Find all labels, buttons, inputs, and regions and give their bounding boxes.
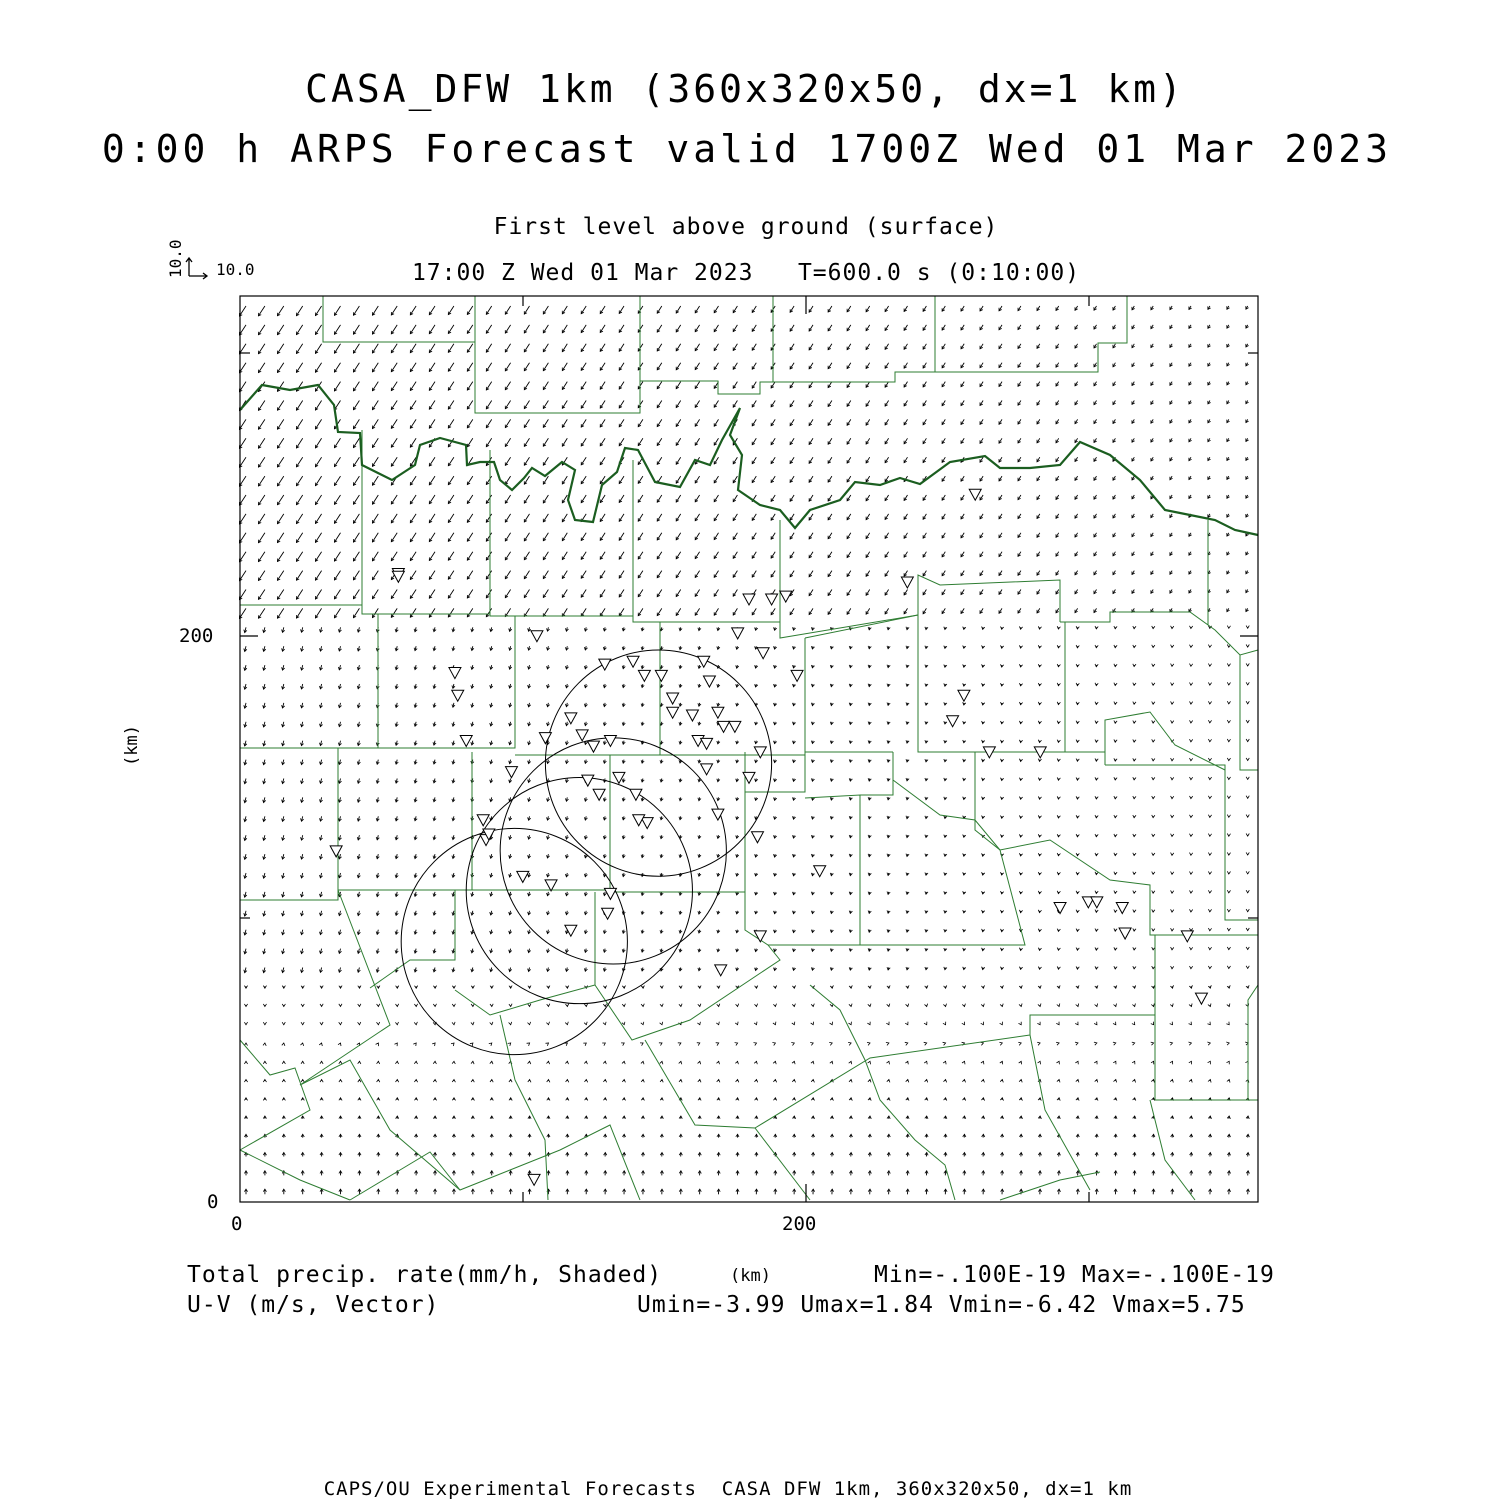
station-marker (958, 690, 970, 701)
station-marker (757, 648, 769, 659)
station-marker (604, 736, 616, 747)
county-line (500, 1015, 548, 1200)
precip-label: Total precip. rate(mm/h, Shaded) (187, 1262, 663, 1288)
station-marker (667, 693, 679, 704)
vector-reference-arrow (186, 258, 207, 279)
county-line (1000, 1100, 1195, 1200)
station-marker (712, 707, 724, 718)
county-line (755, 1015, 1258, 1128)
station-marker (641, 818, 653, 829)
station-marker (729, 721, 741, 732)
county-line (240, 605, 780, 622)
station-marker (686, 710, 698, 721)
y-axis-label: (km) (122, 725, 142, 766)
vector-label: U-V (m/s, Vector) (187, 1292, 440, 1318)
county-line (645, 1040, 810, 1200)
county-line (745, 795, 860, 945)
x-axis-label: (km) (730, 1266, 771, 1286)
station-marker (392, 571, 404, 582)
county-line (805, 615, 1225, 770)
station-marker (545, 880, 557, 891)
station-marker (576, 730, 588, 741)
station-marker (715, 965, 727, 976)
station-marker (969, 489, 981, 500)
station-marker (452, 690, 464, 701)
station-marker (582, 775, 594, 786)
county-line (240, 1150, 350, 1200)
credit-line: CAPS/OU Experimental Forecasts CASA DFW 1km, 360x320x50, dx=1 km (323, 1478, 1133, 1500)
station-marker (780, 591, 792, 602)
county-line (860, 752, 1025, 945)
station-marker (732, 628, 744, 639)
station-marker (638, 670, 650, 681)
precip-stats: Min=-.100E-19 Max=-.100E-19 (874, 1262, 1275, 1288)
county-line (240, 890, 390, 1150)
station-marker (517, 871, 529, 882)
station-marker (791, 670, 803, 681)
station-marker (751, 832, 763, 843)
vector-reference-x-label: 10.0 (216, 260, 255, 279)
county-boundaries (240, 296, 1258, 1200)
station-marker (449, 668, 461, 679)
time-subtitle: 17:00 Z Wed 01 Mar 2023 T=600.0 s (0:10:00) (411, 260, 1081, 286)
station-marker (703, 676, 715, 687)
county-line (240, 614, 805, 755)
x-tick-200: 200 (782, 1213, 817, 1235)
station-marker (1119, 928, 1131, 939)
y-tick-200: 200 (179, 625, 214, 647)
county-line (975, 752, 1258, 935)
station-marker (528, 1174, 540, 1185)
station-marker (667, 707, 679, 718)
county-line (370, 890, 595, 1015)
radar-range-ring (466, 777, 692, 1003)
radar-range-ring (401, 828, 627, 1054)
radar-range-ring (500, 738, 726, 964)
wind-vector-heads (239, 306, 1249, 1192)
station-marker (754, 931, 766, 942)
county-line (1105, 720, 1258, 920)
station-marker (1181, 931, 1193, 942)
station-marker (1091, 897, 1103, 908)
chart-title-line2: 0:00 h ARPS Forecast valid 1700Z Wed 01 Mar 2023 (101, 127, 1393, 171)
station-marker (766, 594, 778, 605)
station-marker (814, 866, 826, 877)
station-marker (701, 738, 713, 749)
station-marker (531, 631, 543, 642)
county-line (1060, 612, 1258, 655)
county-line (810, 985, 955, 1200)
y-tick-0: 0 (207, 1191, 219, 1213)
county-line (595, 945, 780, 1040)
station-marker (587, 741, 599, 752)
vector-stats: Umin=-3.99 Umax=1.84 Vmin=-6.42 Vmax=5.75 (637, 1292, 1246, 1318)
station-marker (565, 713, 577, 724)
wind-vector-field (239, 306, 1249, 1194)
station-marker (602, 908, 614, 919)
station-marker (460, 736, 472, 747)
station-marker (901, 577, 913, 588)
station-marker (1195, 993, 1207, 1004)
station-marker (743, 594, 755, 605)
station-marker (947, 716, 959, 727)
station-marker (718, 721, 730, 732)
station-marker (1054, 903, 1066, 914)
vector-reference-y-label: 10.0 (166, 239, 185, 278)
station-marker (599, 659, 611, 670)
station-marker (1116, 903, 1128, 914)
station-marker (627, 656, 639, 667)
x-tick-0: 0 (231, 1213, 243, 1235)
radar-range-ring (545, 650, 771, 876)
chart-title-line1: CASA_DFW 1km (360x320x50, dx=1 km) (305, 67, 1185, 111)
county-line (1208, 520, 1258, 1100)
county-line (323, 296, 1127, 413)
station-marker (754, 747, 766, 758)
level-subtitle: First level above ground (surface) (493, 214, 999, 240)
station-marker (655, 670, 667, 681)
station-marker (701, 764, 713, 775)
county-line (1030, 935, 1155, 1190)
county-line (300, 1060, 640, 1200)
station-marker (505, 767, 517, 778)
station-marker (539, 733, 551, 744)
